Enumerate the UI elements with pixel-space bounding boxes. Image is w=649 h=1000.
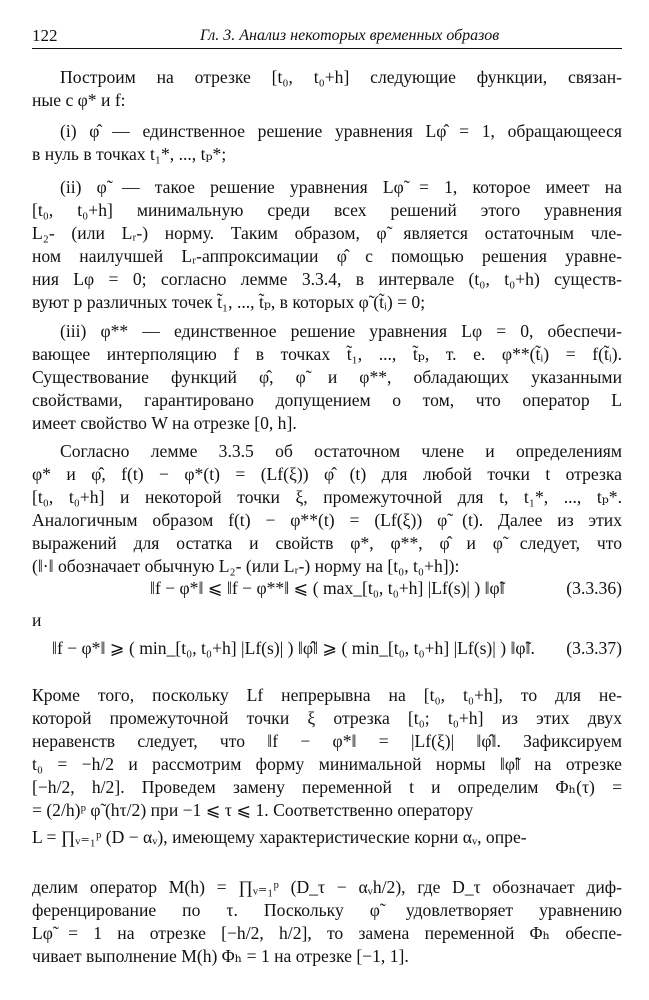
equation-number-3-3-36: (3.3.36): [566, 578, 622, 598]
text-line: выражений для остатка и свойств φ*, φ**, φ̂ и φ̃ следует, что: [32, 533, 622, 553]
text-line: Lφ̃ = 1 на отрезке [−h/2, h/2], то замена переменной Φₕ обеспе-: [32, 923, 622, 943]
paragraph-b2: [32, 120, 622, 166]
running-title: Гл. 3. Анализ некоторых временных образов: [200, 27, 500, 44]
text-line: имеет свойство W на отрезке [0, h].: [32, 413, 297, 433]
text-line: ния Lφ = 0; согласно лемме 3.3.4, в интервале (t₀, t₀+h) существ-: [32, 269, 622, 289]
text-line: [−h/2, h/2]. Проведем замену переменной t и определим Φₕ(τ) =: [32, 777, 622, 797]
paragraph-b7: [32, 826, 622, 849]
text-line: φ* и φ̂, f(t) − φ*(t) = (Lf(ξ)) φ̂ (t) для любой точки t отрезка: [32, 464, 622, 484]
text-line: (‖·‖ обозначает обычную L₂- (или Lᵣ-) норму на [t₀, t₀+h]):: [32, 556, 460, 576]
text-line: = (2/h)ᵖ φ̃ (hτ/2) при −1 ⩽ τ ⩽ 1. Соответственно оператору: [32, 800, 474, 820]
text-line: Существование функций φ̂, φ̃ и φ**, обладающих указанными: [32, 367, 622, 387]
text-line: ном наилучшей Lᵣ-аппроксимации φ̂ с помощью решения уравне-: [32, 246, 622, 266]
paragraph-b4: [32, 320, 622, 435]
text-line: (iii) φ** — единственное решение уравнения Lφ = 0, обеспечи-: [60, 321, 622, 341]
equation-3-3-37: ‖f − φ*‖ ⩾ ( min_[t₀, t₀+h] |Lf(s)| ) ‖φ̂‖ ⩾ ( min_[t₀, t₀+h] |Lf(s)| ) ‖φ̃‖.: [52, 638, 535, 658]
text-line: неравенств следует, что ‖f − φ*‖ = |Lf(ξ)| ‖φ̂‖. Зафиксируем: [32, 731, 622, 751]
text-line: Построим на отрезке [t₀, t₀+h] следующие функции, связан-: [60, 67, 622, 87]
connector-word: и: [32, 610, 42, 630]
text-line: Согласно лемме 3.3.5 об остаточном члене и определениям: [60, 441, 622, 461]
text-line: (i) φ̂ — единственное решение уравнения Lφ̂ = 1, обращающееся: [60, 121, 622, 141]
text-line: вающее интерполяцию f в точках t̃₁, ..., t̃ₚ, т. е. φ**(t̃ᵢ) = f(t̃ᵢ).: [32, 344, 622, 364]
text-line: Аналогичным образом f(t) − φ**(t) = (Lf(ξ)) φ̃ (t). Далее из этих: [32, 510, 622, 530]
paragraph-b5: [32, 440, 622, 578]
page-number: 122: [32, 26, 58, 45]
paragraph-b3: [32, 176, 622, 314]
text-line: свойствами, гарантировано допущением о том, что оператор L: [32, 390, 622, 410]
equation-3-3-36: ‖f − φ*‖ ⩽ ‖f − φ**‖ ⩽ ( max_[t₀, t₀+h] |Lf(s)| ) ‖φ̃‖: [150, 578, 505, 598]
text-line: ференцирование по τ. Поскольку φ̃ удовлетворяет уравнению: [32, 900, 622, 920]
text-line: которой промежуточной точки ξ отрезка [t₀; t₀+h] из этих двух: [32, 708, 622, 728]
text-line: Кроме того, поскольку Lf непрерывна на [t₀, t₀+h], то для не-: [32, 685, 622, 705]
text-line: [t₀, t₀+h] и некоторой точки ξ, промежуточной для t, t₁*, ..., tₚ*.: [32, 487, 622, 507]
text-line: ные с φ* и f:: [32, 90, 126, 110]
text-line: [t₀, t₀+h] минимальную среди всех решений этого уравнения: [32, 200, 622, 220]
text-line: чивает выполнение M(h) Φₕ = 1 на отрезке [−1, 1].: [32, 946, 409, 966]
paragraph-b6: [32, 684, 622, 822]
text-line: L₂- (или Lᵣ-) норму. Таким образом, φ̃ является остаточным чле-: [32, 223, 622, 243]
equation-number-3-3-37: (3.3.37): [566, 638, 622, 658]
text-line: делим оператор M(h) = ∏ᵥ₌₁ᵖ (D_τ − αᵥh/2), где D_τ обозначает диф-: [32, 877, 622, 897]
paragraph-b8: [32, 876, 622, 968]
text-line: вуют p различных точек t̃₁, ..., t̃ₚ, в которых φ̃ (t̃ᵢ) = 0;: [32, 292, 426, 312]
text-line: t₀ = −h/2 и рассмотрим форму минимальной нормы ‖φ̃‖ на отрезке: [32, 754, 622, 774]
page-header: [32, 26, 622, 49]
text-line: (ii) φ̃ — такое решение уравнения Lφ̃ = 1, которое имеет на: [60, 177, 622, 197]
text-line: в нуль в точках t₁*, ..., tₚ*;: [32, 144, 227, 164]
paragraph-b1: [32, 66, 622, 112]
text-line: L = ∏ᵥ₌₁ᵖ (D − αᵥ), имеющему характеристические корни αᵥ, опре-: [32, 827, 527, 847]
